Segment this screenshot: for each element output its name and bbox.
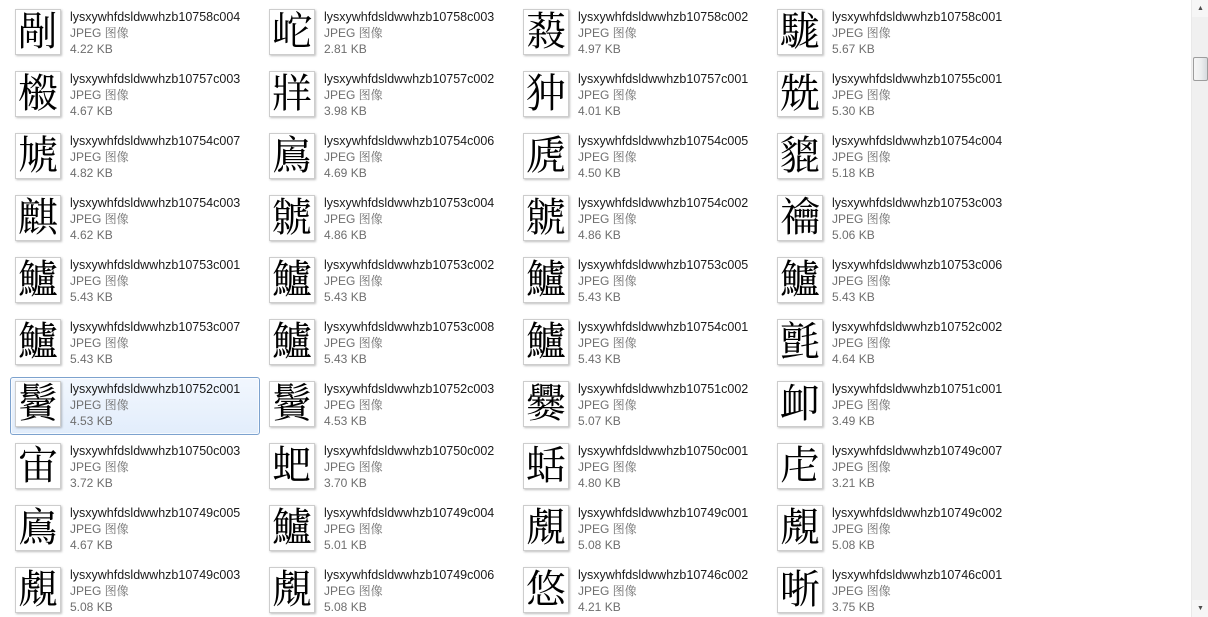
file-name: lysxywhfdsldwwhzb10754c006 [324,134,495,148]
glyph-image: 卹 [780,381,820,427]
file-name: lysxywhfdsldwwhzb10754c001 [578,320,749,334]
file-size: 4.67 KB [70,538,113,552]
file-name: lysxywhfdsldwwhzb10754c007 [70,134,241,148]
file-item[interactable] [264,5,514,63]
file-size: 5.67 KB [832,42,875,56]
file-type: JPEG 图像 [70,150,129,164]
file-size: 5.08 KB [578,538,621,552]
file-item[interactable] [10,67,260,125]
file-item[interactable] [264,315,514,373]
file-meta [315,567,494,615]
file-meta [61,443,240,491]
file-type: JPEG 图像 [324,150,383,164]
glyph-image: 駹 [780,9,820,55]
file-type: JPEG 图像 [832,26,891,40]
file-item[interactable] [10,501,260,559]
glyph-image: 剮 [18,9,58,55]
file-name: lysxywhfdsldwwhzb10753c005 [578,258,749,272]
file-size: 5.06 KB [832,228,875,242]
scrollbar-thumb[interactable] [1193,57,1208,81]
file-item[interactable] [518,129,768,187]
file-size: 4.64 KB [832,352,875,366]
file-size: 4.69 KB [324,166,367,180]
file-size: 5.08 KB [832,538,875,552]
file-meta [823,381,1002,429]
glyph-image: 鱸 [272,319,312,365]
file-size: 2.81 KB [324,42,367,56]
glyph-image: 蚆 [272,443,312,489]
file-name: lysxywhfdsldwwhzb10750c001 [578,444,749,458]
file-size: 5.07 KB [578,414,621,428]
file-size: 5.43 KB [70,290,113,304]
file-meta [823,133,1002,181]
vertical-scrollbar[interactable] [1191,0,1208,617]
file-name: lysxywhfdsldwwhzb10746c001 [832,568,1003,582]
file-size: 4.01 KB [578,104,621,118]
glyph-image: 牂 [272,71,312,117]
file-name: lysxywhfdsldwwhzb10750c003 [70,444,241,458]
file-name: lysxywhfdsldwwhzb10758c001 [832,10,1003,24]
file-meta [315,133,494,181]
file-meta [61,9,240,57]
file-name: lysxywhfdsldwwhzb10749c004 [324,506,495,520]
file-meta [823,257,1002,305]
file-name: lysxywhfdsldwwhzb10752c002 [832,320,1003,334]
glyph-image: 岮 [272,9,312,55]
file-thumbnail [777,319,823,365]
glyph-image: 悠 [526,567,566,613]
file-type: JPEG 图像 [578,584,637,598]
glyph-image: 榝 [18,71,58,117]
file-name: lysxywhfdsldwwhzb10754c004 [832,134,1003,148]
file-size: 3.70 KB [324,476,367,490]
file-type: JPEG 图像 [70,522,129,536]
file-item[interactable] [10,191,260,249]
file-meta [315,71,494,119]
file-thumbnail [523,381,569,427]
file-size: 3.75 KB [832,600,875,614]
file-type: JPEG 图像 [70,212,129,226]
file-item[interactable] [10,253,260,311]
file-type: JPEG 图像 [832,336,891,350]
file-item[interactable] [772,253,1022,311]
file-type: JPEG 图像 [324,398,383,412]
file-name: lysxywhfdsldwwhzb10751c001 [832,382,1003,396]
glyph-image: 覤 [18,567,58,613]
file-item[interactable] [10,5,260,63]
file-thumbnail [523,319,569,365]
file-thumbnail [777,505,823,551]
file-item[interactable] [518,315,768,373]
file-type: JPEG 图像 [70,584,129,598]
file-type: JPEG 图像 [324,460,383,474]
file-item[interactable] [264,191,514,249]
file-name: lysxywhfdsldwwhzb10750c002 [324,444,495,458]
file-item[interactable] [518,5,768,63]
file-size: 5.08 KB [70,600,113,614]
file-meta [61,567,240,615]
file-name: lysxywhfdsldwwhzb10752c001 [70,382,241,396]
glyph-image: 爨 [526,381,566,427]
file-item[interactable] [264,563,514,617]
glyph-image: 宙 [18,443,58,489]
file-item[interactable] [772,315,1022,373]
file-meta [823,71,1002,119]
file-size: 4.67 KB [70,104,113,118]
glyph-image: 虍 [780,443,820,489]
glyph-image: 虒 [526,133,566,179]
file-name: lysxywhfdsldwwhzb10749c005 [70,506,241,520]
file-item[interactable] [264,253,514,311]
file-item[interactable] [518,191,768,249]
file-name: lysxywhfdsldwwhzb10757c003 [70,72,241,86]
file-thumbnail [777,71,823,117]
file-thumbnail [15,133,61,179]
file-type: JPEG 图像 [324,212,383,226]
glyph-image: 蛞 [526,443,566,489]
file-type: JPEG 图像 [832,460,891,474]
file-name: lysxywhfdsldwwhzb10749c002 [832,506,1003,520]
file-meta [61,195,240,243]
file-thumbnail [523,133,569,179]
file-name: lysxywhfdsldwwhzb10754c003 [70,196,241,210]
scroll-down-icon: ▼ [1197,605,1204,612]
file-meta [569,9,748,57]
file-meta [569,257,748,305]
file-type: JPEG 图像 [324,584,383,598]
file-meta [315,381,494,429]
file-meta [315,505,494,553]
glyph-image: 禴 [780,195,820,241]
file-thumbnail [15,319,61,365]
file-item[interactable] [518,377,768,435]
glyph-image: 鱸 [272,257,312,303]
file-thumbnail [15,381,61,427]
file-size: 4.97 KB [578,42,621,56]
glyph-image: 蔱 [526,9,566,55]
file-thumbnail [15,567,61,613]
glyph-image: 鬢 [272,381,312,427]
file-item[interactable] [264,129,514,187]
file-meta [823,443,1002,491]
file-thumbnail [269,195,315,241]
file-name: lysxywhfdsldwwhzb10749c007 [832,444,1003,458]
file-meta [61,133,240,181]
glyph-image: 鱸 [780,257,820,303]
file-size: 4.82 KB [70,166,113,180]
file-size: 5.43 KB [324,290,367,304]
glyph-image: 虩 [526,195,566,241]
file-type: JPEG 图像 [70,336,129,350]
glyph-image: 狆 [526,71,566,117]
file-item[interactable] [772,563,1022,617]
glyph-image: 覤 [526,505,566,551]
file-type: JPEG 图像 [324,274,383,288]
file-type: JPEG 图像 [832,274,891,288]
glyph-image: 鱸 [18,257,58,303]
file-size: 5.43 KB [832,290,875,304]
file-name: lysxywhfdsldwwhzb10755c001 [832,72,1003,86]
glyph-image: 哳 [780,567,820,613]
file-meta [823,319,1002,367]
file-type: JPEG 图像 [578,150,637,164]
file-thumbnail [523,71,569,117]
file-type: JPEG 图像 [324,522,383,536]
file-meta [569,195,748,243]
file-thumbnail [269,71,315,117]
file-thumbnail [777,443,823,489]
file-item[interactable] [10,439,260,497]
file-name: lysxywhfdsldwwhzb10751c002 [578,382,749,396]
file-meta [569,567,748,615]
file-name: lysxywhfdsldwwhzb10749c003 [70,568,241,582]
file-grid [10,5,1188,617]
glyph-image: 鱸 [526,257,566,303]
file-type: JPEG 图像 [578,212,637,226]
file-thumbnail [269,505,315,551]
file-item[interactable] [264,439,514,497]
file-type: JPEG 图像 [578,88,637,102]
file-type: JPEG 图像 [578,460,637,474]
file-meta [61,319,240,367]
file-item[interactable] [772,5,1022,63]
file-size: 5.30 KB [832,104,875,118]
file-name: lysxywhfdsldwwhzb10754c005 [578,134,749,148]
file-item[interactable] [10,315,260,373]
file-name: lysxywhfdsldwwhzb10753c004 [324,196,495,210]
file-type: JPEG 图像 [832,398,891,412]
file-item[interactable] [264,501,514,559]
file-type: JPEG 图像 [578,398,637,412]
file-type: JPEG 图像 [578,522,637,536]
file-thumbnail [15,443,61,489]
file-thumbnail [15,195,61,241]
file-meta [569,71,748,119]
file-thumbnail [777,9,823,55]
file-meta [569,133,748,181]
file-meta [61,257,240,305]
scroll-up-icon: ▲ [1197,5,1204,12]
file-name: lysxywhfdsldwwhzb10757c002 [324,72,495,86]
file-thumbnail [523,505,569,551]
file-size: 4.53 KB [70,414,113,428]
file-type: JPEG 图像 [70,398,129,412]
file-thumbnail [269,381,315,427]
file-item[interactable] [518,253,768,311]
file-name: lysxywhfdsldwwhzb10758c004 [70,10,241,24]
glyph-image: 鳸 [272,133,312,179]
file-type: JPEG 图像 [832,88,891,102]
file-name: lysxywhfdsldwwhzb10753c001 [70,258,241,272]
file-thumbnail [777,381,823,427]
file-thumbnail [269,133,315,179]
file-size: 4.62 KB [70,228,113,242]
file-name: lysxywhfdsldwwhzb10753c002 [324,258,495,272]
file-thumbnail [15,71,61,117]
file-size: 3.49 KB [832,414,875,428]
file-size: 5.43 KB [578,352,621,366]
file-name: lysxywhfdsldwwhzb10758c003 [324,10,495,24]
file-size: 4.53 KB [324,414,367,428]
file-size: 3.72 KB [70,476,113,490]
file-meta [569,381,748,429]
file-thumbnail [523,195,569,241]
file-type: JPEG 图像 [832,212,891,226]
file-thumbnail [777,257,823,303]
glyph-image: 貔 [780,133,820,179]
file-type: JPEG 图像 [324,26,383,40]
file-meta [569,443,748,491]
file-size: 3.21 KB [832,476,875,490]
glyph-image: 氈 [780,319,820,365]
file-name: lysxywhfdsldwwhzb10753c006 [832,258,1003,272]
file-item[interactable] [772,439,1022,497]
file-meta [315,443,494,491]
file-name: lysxywhfdsldwwhzb10749c006 [324,568,495,582]
file-type: JPEG 图像 [324,336,383,350]
file-size: 5.08 KB [324,600,367,614]
file-type: JPEG 图像 [70,88,129,102]
file-meta [61,505,240,553]
file-item[interactable] [772,377,1022,435]
file-size: 5.01 KB [324,538,367,552]
file-size: 4.21 KB [578,600,621,614]
file-size: 5.43 KB [578,290,621,304]
file-type: JPEG 图像 [578,274,637,288]
file-item[interactable] [772,191,1022,249]
glyph-image: 鱸 [272,505,312,551]
glyph-image: 虩 [272,195,312,241]
file-type: JPEG 图像 [70,274,129,288]
file-meta [61,381,240,429]
file-meta [315,195,494,243]
file-thumbnail [777,567,823,613]
file-size: 5.18 KB [832,166,875,180]
glyph-image: 虓 [18,133,58,179]
file-meta [823,505,1002,553]
file-item[interactable] [10,377,260,435]
file-thumbnail [523,443,569,489]
file-name: lysxywhfdsldwwhzb10753c008 [324,320,495,334]
glyph-image: 鬢 [18,381,58,427]
file-item[interactable] [10,129,260,187]
file-item[interactable] [518,501,768,559]
file-item[interactable] [518,563,768,617]
glyph-image: 兟 [780,71,820,117]
file-thumbnail [777,195,823,241]
file-size: 5.43 KB [70,352,113,366]
file-size: 5.43 KB [324,352,367,366]
file-size: 4.86 KB [578,228,621,242]
file-meta [315,257,494,305]
file-item[interactable] [772,129,1022,187]
file-type: JPEG 图像 [324,88,383,102]
file-name: lysxywhfdsldwwhzb10753c003 [832,196,1003,210]
file-name: lysxywhfdsldwwhzb10757c001 [578,72,749,86]
file-type: JPEG 图像 [578,26,637,40]
file-type: JPEG 图像 [70,460,129,474]
file-thumbnail [15,9,61,55]
file-size: 4.80 KB [578,476,621,490]
file-item[interactable] [264,67,514,125]
glyph-image: 麒 [18,195,58,241]
file-thumbnail [269,319,315,365]
glyph-image: 覤 [780,505,820,551]
file-meta [569,505,748,553]
file-meta [823,195,1002,243]
file-name: lysxywhfdsldwwhzb10752c003 [324,382,495,396]
file-name: lysxywhfdsldwwhzb10758c002 [578,10,749,24]
file-size: 4.22 KB [70,42,113,56]
file-thumbnail [269,443,315,489]
scroll-down-button[interactable] [1192,600,1208,617]
file-meta [569,319,748,367]
file-thumbnail [269,9,315,55]
glyph-image: 鳸 [18,505,58,551]
file-meta [823,567,1002,615]
file-name: lysxywhfdsldwwhzb10746c002 [578,568,749,582]
file-thumbnail [777,133,823,179]
file-type: JPEG 图像 [578,336,637,350]
file-size: 4.50 KB [578,166,621,180]
scroll-up-button[interactable] [1192,0,1208,17]
glyph-image: 鱸 [18,319,58,365]
file-thumbnail [269,567,315,613]
file-item[interactable] [10,563,260,617]
glyph-image: 鱸 [526,319,566,365]
file-type: JPEG 图像 [832,522,891,536]
glyph-image: 覤 [272,567,312,613]
file-thumbnail [523,257,569,303]
file-name: lysxywhfdsldwwhzb10754c002 [578,196,749,210]
file-item[interactable] [772,501,1022,559]
file-meta [823,9,1002,57]
file-size: 3.98 KB [324,104,367,118]
file-thumbnail [523,567,569,613]
file-item[interactable] [518,439,768,497]
file-thumbnail [15,505,61,551]
file-type: JPEG 图像 [70,26,129,40]
file-item[interactable] [518,67,768,125]
file-thumbnail [15,257,61,303]
file-meta [61,71,240,119]
file-meta [315,9,494,57]
file-type: JPEG 图像 [832,150,891,164]
file-item[interactable] [772,67,1022,125]
file-size: 4.86 KB [324,228,367,242]
file-meta [315,319,494,367]
file-item[interactable] [264,377,514,435]
file-name: lysxywhfdsldwwhzb10753c007 [70,320,241,334]
file-type: JPEG 图像 [832,584,891,598]
file-name: lysxywhfdsldwwhzb10749c001 [578,506,749,520]
file-thumbnail [523,9,569,55]
file-thumbnail [269,257,315,303]
